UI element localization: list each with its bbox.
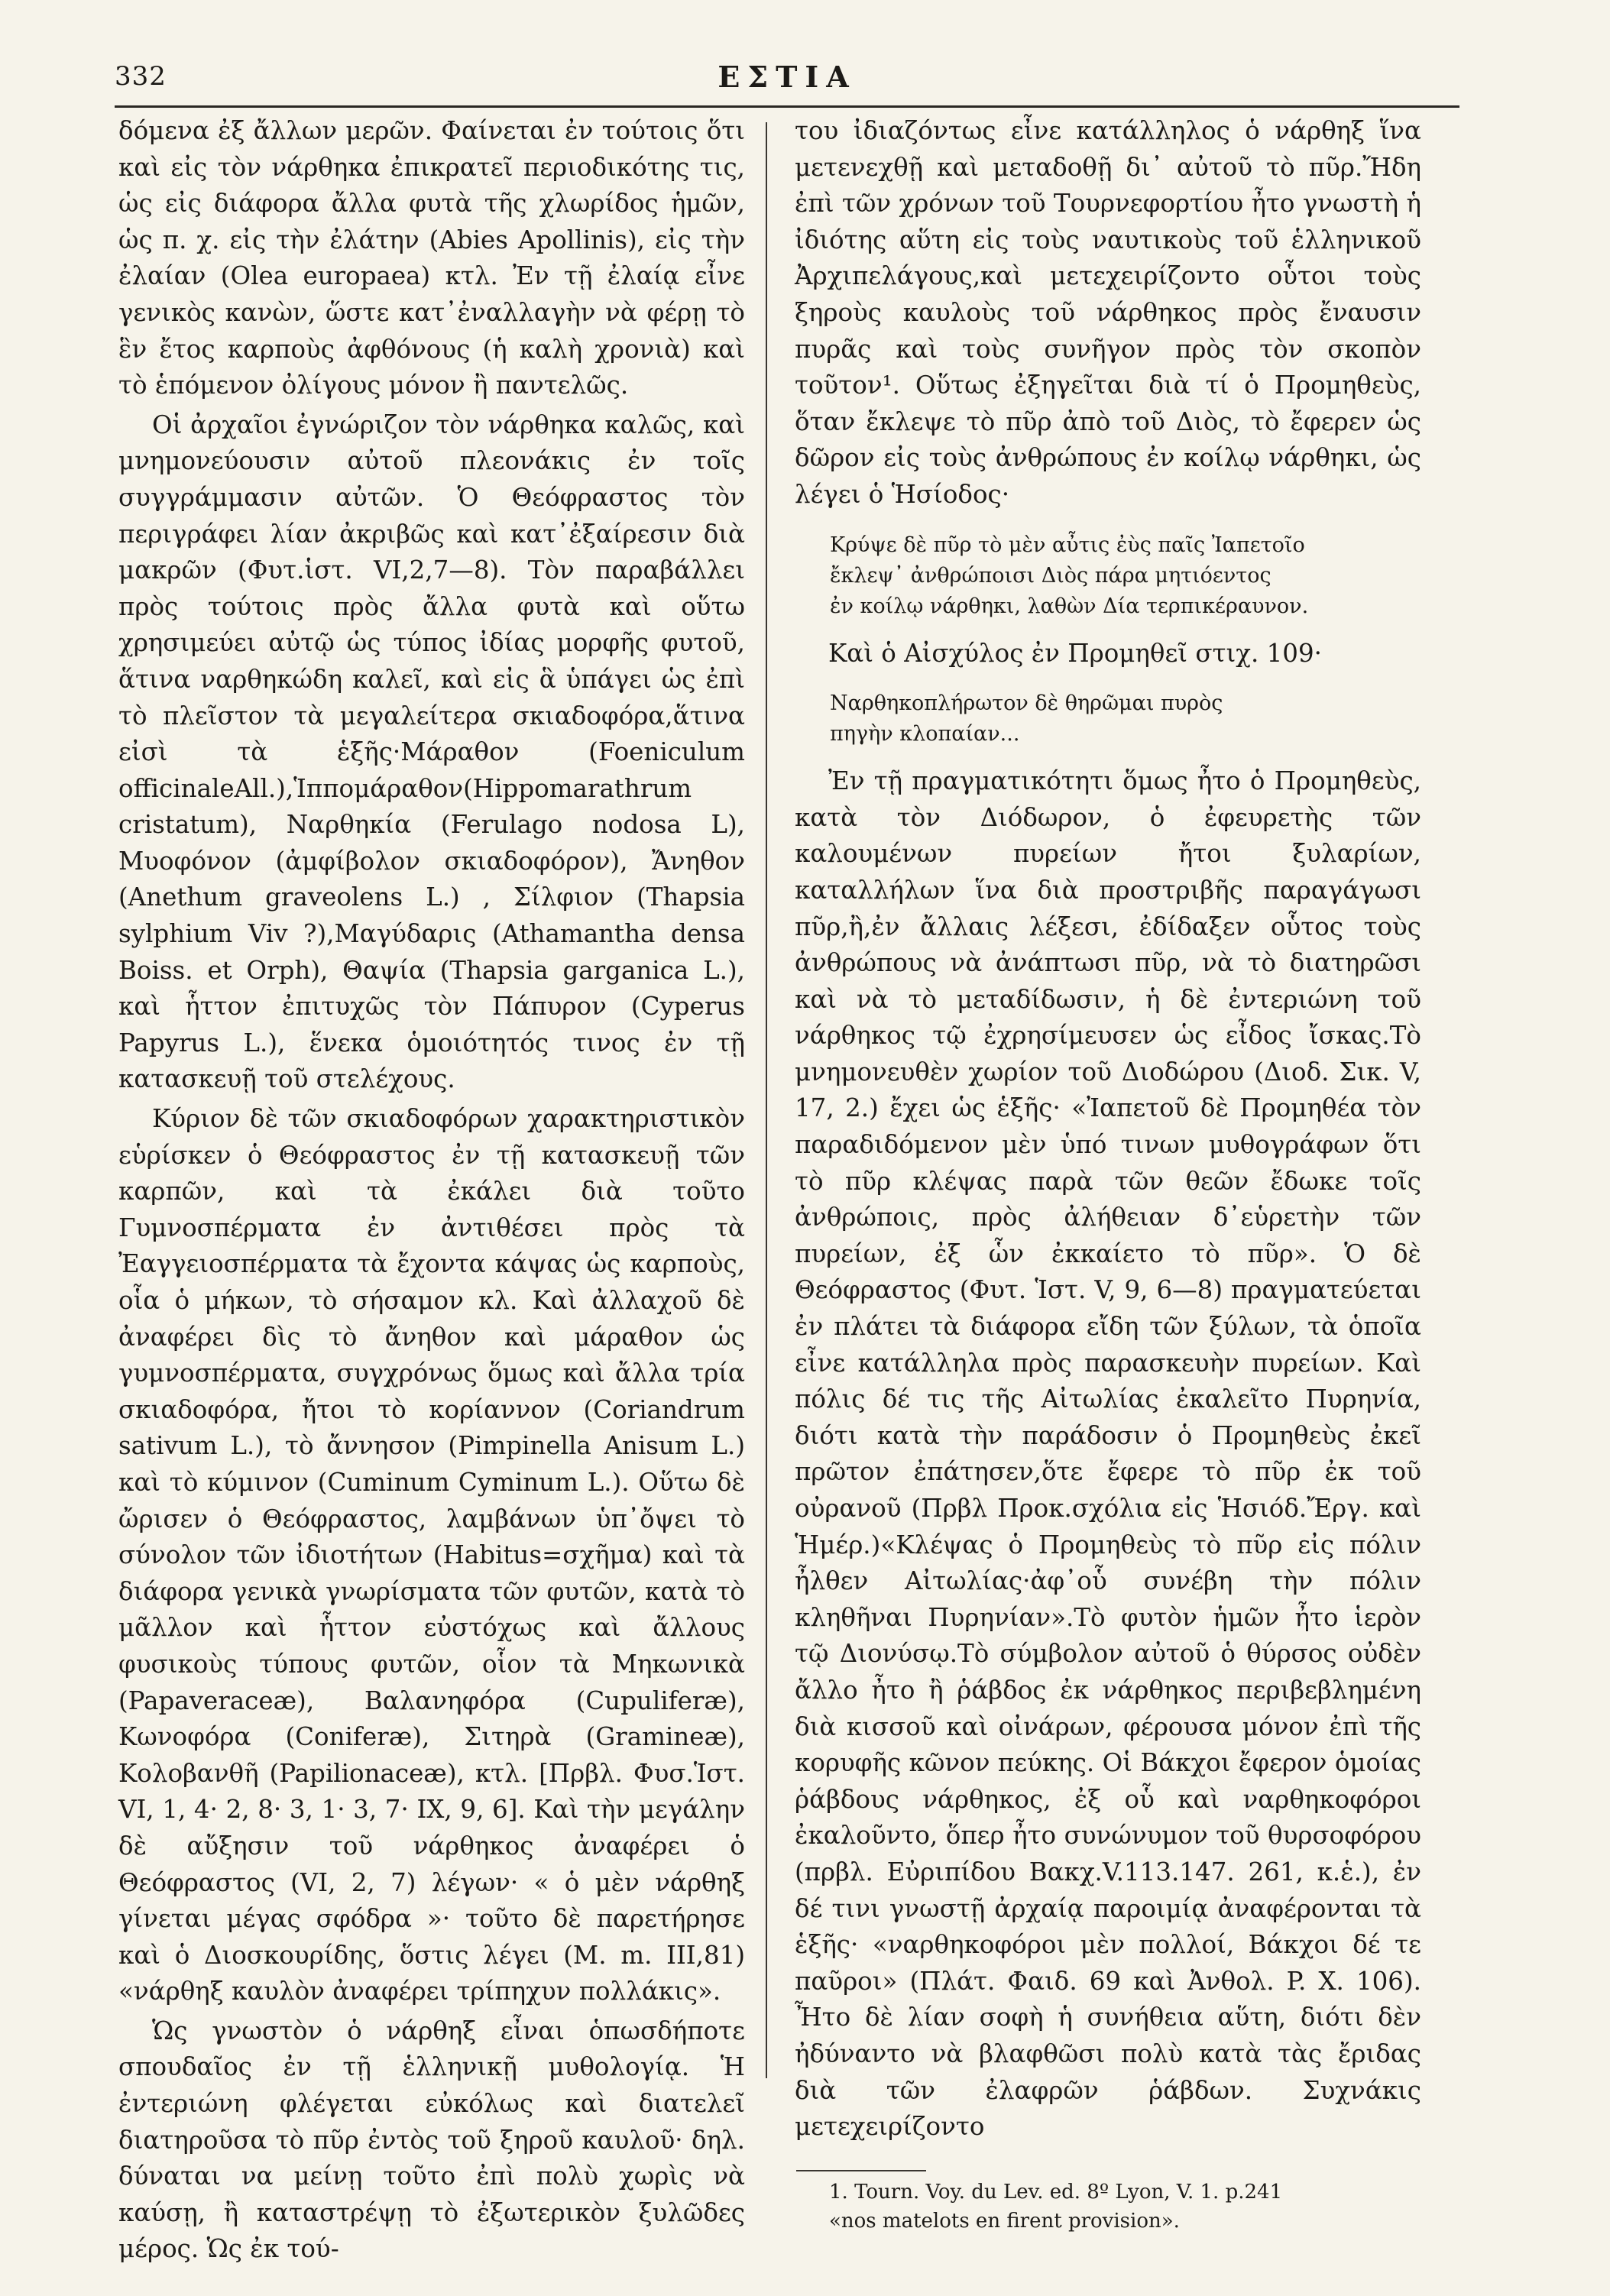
running-head: ΕΣΤΙΑ (718, 60, 857, 94)
verse-line: Κρύψε δὲ πῦρ τὸ μὲν αὖτις ἐὺς παῖς Ἰαπετοῖο (830, 533, 1305, 557)
paragraph: Ὡς γνωστὸν ὁ νάρθηξ εἶναι ὁπωσδήποτε σπουδαῖος ἐν τῇ ἑλληνικῇ μυθολογίᾳ. Ἡ ἐντεριώνη φλέγεται εὐκόλως καὶ διατελεῖ διατηροῦσα τὸ πῦρ ἐντὸς τοῦ ξηροῦ καυλοῦ· δηλ. δύναται να μείνῃ τοῦτο ἐπὶ πολὺ χωρὶς νὰ καύσῃ, ἢ καταστρέψῃ τὸ ἐξωτερικὸν ξυλῶδες μέρος. Ὡς ἐκ τού- (118, 2016, 745, 2264)
left-column (118, 113, 745, 2271)
verse-line: Ναρθηκοπλήρωτον δὲ θηρῶμαι πυρὸς (830, 691, 1223, 716)
footnotes (829, 2178, 1456, 2236)
paragraph: Οἱ ἀρχαῖοι ἐγνώριζον τὸν νάρθηκα καλῶς, καὶ μνημονεύουσιν αὐτοῦ πλεονάκις ἐν τοῖς συγγράμμασιν αὐτῶν. Ὁ Θεόφραστος τὸν περιγράφει λίαν ἀκριβῶς καὶ κατ᾽ἐξαίρεσιν διὰ μακρῶν (Φυτ.ἱστ. VI,2,7—8). Τὸν παραβάλλει πρὸς τούτοις πρὸς ἄλλα φυτὰ καὶ οὕτω χρησιμεύει αὐτῷ ὡς τύπος ἰδίας μορφῆς φυτοῦ, ἅτινα ναρθηκώδη καλεῖ, καὶ εἰς ἃ ὑπάγει ὡς ἐπὶ τὸ πλεῖστον τὰ μεγαλείτερα σκιαδοφόρα,ἅτινα εἰσὶ τὰ ἑξῆς·Μάραθον (Foeniculum officinaleAll.),Ἱππομάραθον(Hippomarathrum cristatum), Ναρθηκία (Ferulago nodosa L), Μυοφόνον (ἀμφίβολον σκιαδοφόρον), Ἄνηθον (Anethum graveolens L.) , Σίλφιον (Thapsia sylphium Viv ?),Μαγύδαρις (Athamantha densa Boiss. et Orph), Θαψία (Thapsia garganica L.), καὶ ἧττον ἐπιτυχῶς τὸν Πάπυρον (Cyperus Papyrus L.), ἕνεκα ὁμοιότητός τινος ἐν τῇ κατασκευῇ τοῦ στελέχους. (118, 410, 745, 1094)
paragraph: δόμενα ἐξ ἄλλων μερῶν. Φαίνεται ἐν τούτοις ὅτι καὶ εἰς τὸν νάρθηκα ἐπικρατεῖ περιοδικότης τις, ὡς εἰς διάφορα ἄλλα φυτὰ τῆς χλωρίδος ἡμῶν, ὡς π. χ. εἰς τὴν ἐλάτην (Abies Apollinis), εἰς τὴν ἐλαίαν (Olea europaea) κτλ. Ἐν τῇ ἐλαίᾳ εἶνε γενικὸς κανὼν, ὥστε κατ᾽ἐναλλαγὴν νὰ φέρῃ τὸ ἓν ἔτος καρποὺς ἀφθόνους (ἡ καλὴ χρονιὰ) καὶ τὸ ἑπόμενον ὀλίγους μόνον ἢ παντελῶς. (118, 116, 745, 400)
verse-quote-hesiod (830, 530, 1421, 622)
verse-quote-aeschylus (830, 688, 1421, 750)
verse-line: ἐν κοίλῳ νάρθηκι, λαθὼν Δία τερπικέραυνον. (830, 594, 1309, 618)
footnote-line: «nos matelots en firent provision». (829, 2210, 1180, 2233)
column-divider (766, 122, 767, 2078)
paragraph: του ἰδιαζόντως εἶνε κατάλληλος ὁ νάρθηξ ἵνα μετενεχθῇ καὶ μεταδοθῇ δι᾽ αὐτοῦ τὸ πῦρ.Ἤδη ἐπὶ τῶν χρόνων τοῦ Τουρνεφορτίου ἦτο γνωστὴ ἡ ἰδιότης αὕτη εἰς τοὺς ναυτικοὺς τοῦ ἑλληνικοῦ Ἀρχιπελάγους,καὶ μετεχειρίζοντο οὗτοι τοὺς ξηροὺς καυλοὺς τοῦ νάρθηκος πρὸς ἔναυσιν πυρᾶς καὶ τοὺς συνῆγον πρὸς τὸν σκοπὸν τοῦτον¹. Οὕτως ἐξηγεῖται διὰ τί ὁ Προμηθεὺς, ὅταν ἔκλεψε τὸ πῦρ ἀπὸ τοῦ Διὸς, τὸ ἔφερεν ὡς δῶρον εἰς τοὺς ἀνθρώπους ἐν κοίλῳ νάρθηκι, ὡς λέγει ὁ Ἡσίοδος· (795, 116, 1421, 509)
paragraph: Ἐν τῇ πραγματικότητι ὅμως ἦτο ὁ Προμηθεὺς, κατὰ τὸν Διόδωρον, ὁ ἐφευρετὴς τῶν καλουμένων πυρείων ἤτοι ξυλαρίων, καταλλήλων ἵνα διὰ προστριβῆς παραγάγωσι πῦρ,ἢ,ἐν ἄλλαις λέξεσι, ἐδίδαξεν οὗτος τοὺς ἀνθρώπους νὰ ἀνάπτωσι πῦρ, νὰ τὸ διατηρῶσι καὶ νὰ τὸ μεταδίδωσιν, ἡ δὲ ἐντεριώνη τοῦ νάρθηκος τῷ ἐχρησίμευσεν ὡς εἶδος ἴσκας.Τὸ μνημονευθὲν χωρίον τοῦ Διοδώρου (Διοδ. Σικ. V, 17, 2.) ἔχει ὡς ἑξῆς· «Ἰαπετοῦ δὲ Προμηθέα τὸν παραδιδόμενον μὲν ὑπό τινων μυθογράφων ὅτι τὸ πῦρ κλέψας παρὰ τῶν θεῶν ἔδωκε τοῖς ἀνθρώποις, πρὸς ἀλήθειαν δ᾽εὑρετὴν τῶν πυρείων, ἐξ ὧν ἐκκαίετο τὸ πῦρ». Ὁ δὲ Θεόφραστος (Φυτ. Ἱστ. V, 9, 6—8) πραγματεύεται ἐν πλάτει τὰ διάφορα εἴδη τῶν ξύλων, τὰ ὁποῖα εἶνε κατάλληλα πρὸς παρασκευὴν πυρείων. Καὶ πόλις δέ τις τῆς Αἰτωλίας ἐκαλεῖτο Πυρηνία, διότι κατὰ τὴν παράδοσιν ὁ Προμηθεὺς ἐκεῖ πρῶτον ἐπάτησεν,ὅτε ἔφερε τὸ πῦρ ἐκ τοῦ οὐρανοῦ (Πρβλ Προκ.σχόλια εἰς Ἡσιόδ.Ἔργ. καὶ Ἡμέρ.)«Κλέψας ὁ Προμηθεὺς τὸ πῦρ εἰς πόλιν ἦλθεν Αἰτωλίας·ἀφ᾽οὗ συνέβη τὴν πόλιν κληθῆναι Πυρηνίαν».Τὸ φυτὸν ἡμῶν ἦτο ἱερὸν τῷ Διονύσῳ.Τὸ σύμβολον αὐτοῦ ὁ θύρσος οὐδὲν ἄλλο ἦτο ἢ ῥάβδος ἐκ νάρθηκος περιβεβλημένη διὰ κισσοῦ καὶ οἰνάρων, φέρουσα μόνον ἐπὶ τῆς κορυφῆς κῶνον πεύκης. Οἱ Βάκχοι ἔφερον ὁμοίας ῥάβδους νάρθηκος, ἐξ οὗ καὶ ναρθηκοφόροι ἐκαλοῦντο, ὅπερ ἦτο συνώνυμον τοῦ θυρσοφόρου (πρβλ. Εὐριπίδου Βακχ.V.113.147. 261, κ.ἑ.), ἐν δέ τινι γνωστῇ ἀρχαίᾳ παροιμίᾳ ἀναφέρονται τὰ ἑξῆς· «ναρθηκοφόροι μὲν πολλοί, Βάκχοι δέ τε παῦροι» (Πλάτ. Φαιδ. 69 καὶ Ἀνθολ. P. X. 106). Ἦτο δὲ λίαν σοφὴ ἡ συνήθεια αὕτη, διότι δὲν ἠδύναντο νὰ βλαφθῶσι πολὺ κατὰ τὰς ἔριδας διὰ τῶν ἐλαφρῶν ῥάβδων. Συχνάκις μετεχειρίζοντο (795, 766, 1421, 2142)
verse-line: ἔκλεψ᾽ ἀνθρώποισι Διὸς πάρα μητιόεντος (830, 563, 1271, 588)
paragraph: Κύριον δὲ τῶν σκιαδοφόρων χαρακτηριστικὸν εὑρίσκεν ὁ Θεόφραστος ἐν τῇ κατασκευῇ τῶν καρπῶν, καὶ τὰ ἐκάλει διὰ τοῦτο Γυμνοσπέρματα ἐν ἀντιθέσει πρὸς τὰ Ἐαγγειοσπέρματα τὰ ἔχοντα κάψας ὡς καρποὺς, οἷα ὁ μήκων, τὸ σήσαμον κλ. Καὶ ἀλλαχοῦ δὲ ἀναφέρει δὶς τὸ ἄνηθον καὶ μάραθον ὡς γυμνοσπέρματα, συγχρόνως ὅμως καὶ ἄλλα τρία σκιαδοφόρα, ἤτοι τὸ κορίαννον (Coriandrum sativum L.), τὸ ἄννησον (Pimpinella Anisum L.) καὶ τὸ κύμινον (Cuminum Cyminum L.). Οὕτω δὲ ὤρισεν ὁ Θεόφραστος, λαμβάνων ὑπ᾽ὄψει τὸ σύνολον τῶν ἰδιοτήτων (Habitus=σχῆμα) καὶ τὰ διάφορα γενικὰ γνωρίσματα τῶν φυτῶν, κατὰ τὸ μᾶλλον καὶ ἧττον εὐστόχως καὶ ἄλλους φυσικοὺς τύπους φυτῶν, οἷον τὰ Μηκωνικὰ (Papaveraceæ), Βαλανηφόρα (Cupuliferæ), Κωνοφόρα (Coniferæ), Σιτηρὰ (Gramineæ), Κολοβανθῆ (Papilionaceæ), κτλ. [Πρβλ. Φυσ.Ἱστ. VI, 1, 4· 2, 8· 3, 1· 3, 7· IX, 9, 6]. Καὶ τὴν μεγάλην δὲ αὔξησιν τοῦ νάρθηκος ἀναφέρει ὁ Θεόφραστος (VI, 2, 7) λέγων· « ὁ μὲν νάρθηξ γίνεται μέγας σφόδρα »· τοῦτο δὲ παρετήρησε καὶ ὁ Διοσκουρίδης, ὅστις λέγει (M. m. III,81) «νάρθηξ καυλὸν ἀναφέρει τρίπηχυν πολλάκις». (118, 1104, 745, 2006)
page-number: 332 (115, 61, 167, 92)
header-rule (115, 105, 1459, 108)
footnote-line: 1. Tourn. Voy. du Lev. ed. 8º Lyon, V. 1. p.241 (829, 2181, 1283, 2204)
page-header (115, 53, 1459, 99)
footnote-rule (796, 2170, 926, 2171)
right-column (795, 113, 1421, 2149)
verse-line: πηγὴν κλοπαίαν... (830, 722, 1020, 746)
paragraph: Καὶ ὁ Αἰσχύλος ἐν Προμηθεῖ στιχ. 109· (828, 638, 1322, 668)
